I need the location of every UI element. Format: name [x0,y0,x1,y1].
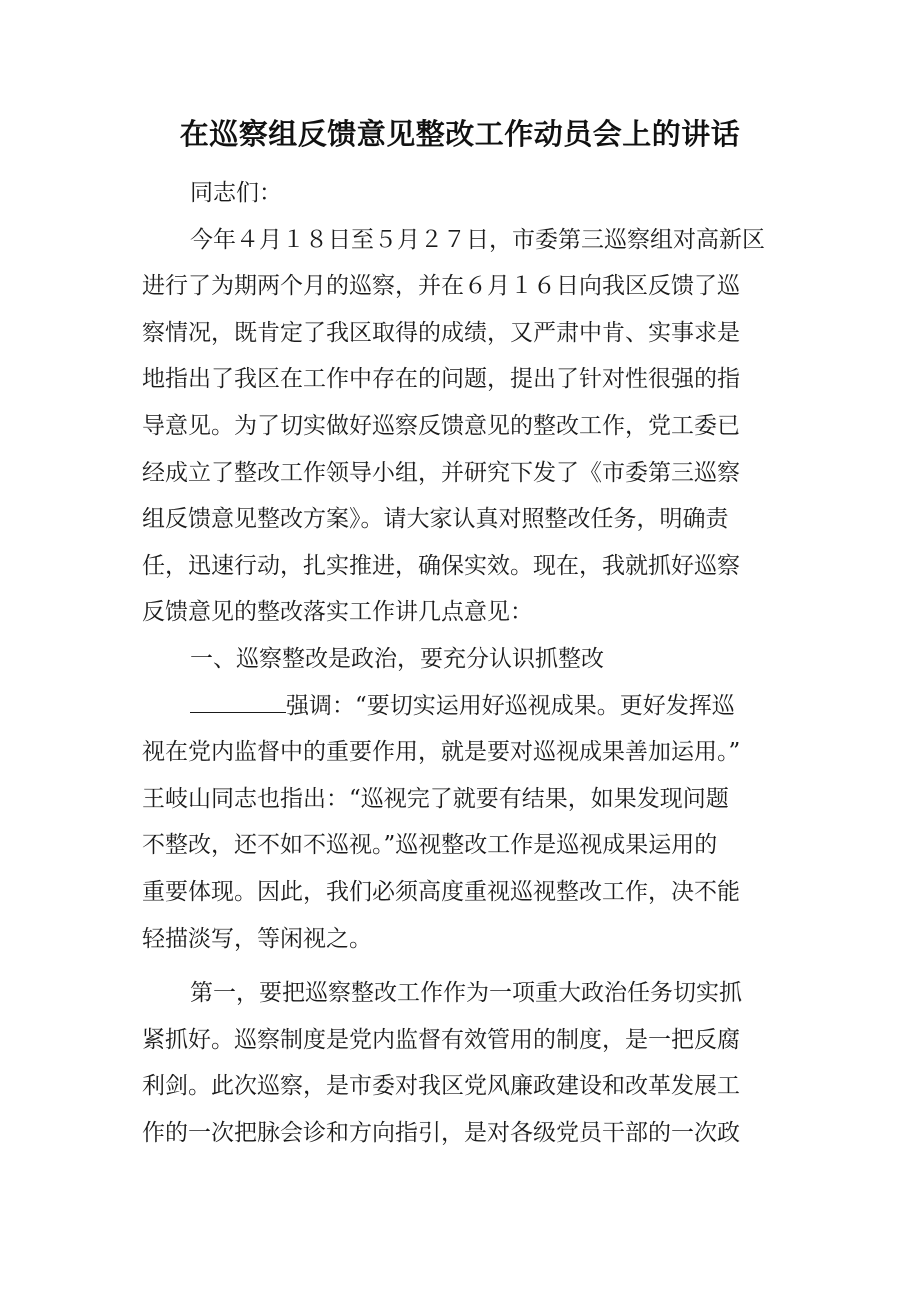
quote-first-line [142,683,782,730]
intro-line: 反馈意见的整改落实工作讲几点意见： [142,599,533,626]
quote-line: 王岐山同志也指出：“巡视完了就要有结果，如果发现问题 [142,785,729,812]
intro-line: 进行了为期两个月的巡察，并在６月１６日向我区反馈了巡 [142,273,740,300]
quote-line: 视在党内监督中的重要作用，就是要对巡视成果善加运用。” [142,739,741,766]
point-line: 紧抓好。巡察制度是党内监督有效管用的制度，是一把反腐 [142,1026,740,1053]
quote-line: 轻描淡写，等闲视之。 [142,925,372,952]
point-line: 作的一次把脉会诊和方向指引，是对各级党员干部的一次政 [142,1119,740,1146]
intro-line: 任，迅速行动，扎实推进，确保实效。现在，我就抓好巡察 [142,552,740,579]
intro-line: 今年４月１８日至５月２７日，市委第三巡察组对高新区 [190,226,765,253]
intro-paragraph [142,217,782,636]
quote-line: 不整改，还不如不巡视。”巡视整改工作是巡视成果运用的 [142,832,718,859]
first-point-paragraph [142,970,782,1156]
intro-line: 组反馈意见整改方案》。请大家认真对照整改任务，明确责 [142,506,729,533]
blank-fill-line [190,692,286,713]
quote-paragraph [142,683,782,963]
salutation: 同志们： [190,180,282,206]
intro-line: 导意见。为了切实做好巡察反馈意见的整改工作，党工委已 [142,412,740,439]
section-heading: 一、巡察整改是政治，要充分认识抓整改 [190,645,604,672]
document-body [142,170,782,1156]
intro-line: 地指出了我区在工作中存在的问题，提出了针对性很强的指 [142,366,740,393]
quote-line: 重要体现。因此，我们必须高度重视巡视整改工作，决不能 [142,878,740,905]
point-line: 第一，要把巡察整改工作作为一项重大政治任务切实抓 [190,980,742,1007]
quote-line: 强调：“要切实运用好巡视成果。更好发挥巡 [286,692,735,719]
intro-line: 经成立了整改工作领导小组，并研究下发了《市委第三巡察 [142,459,740,486]
point-line: 利剑。此次巡察，是市委对我区党风廉政建设和改革发展工 [142,1073,740,1100]
document-title: 在巡察组反馈意见整改工作动员会上的讲话 [179,117,741,151]
intro-line: 察情况，既肯定了我区取得的成绩，又严肃中肯、实事求是 [142,319,740,346]
